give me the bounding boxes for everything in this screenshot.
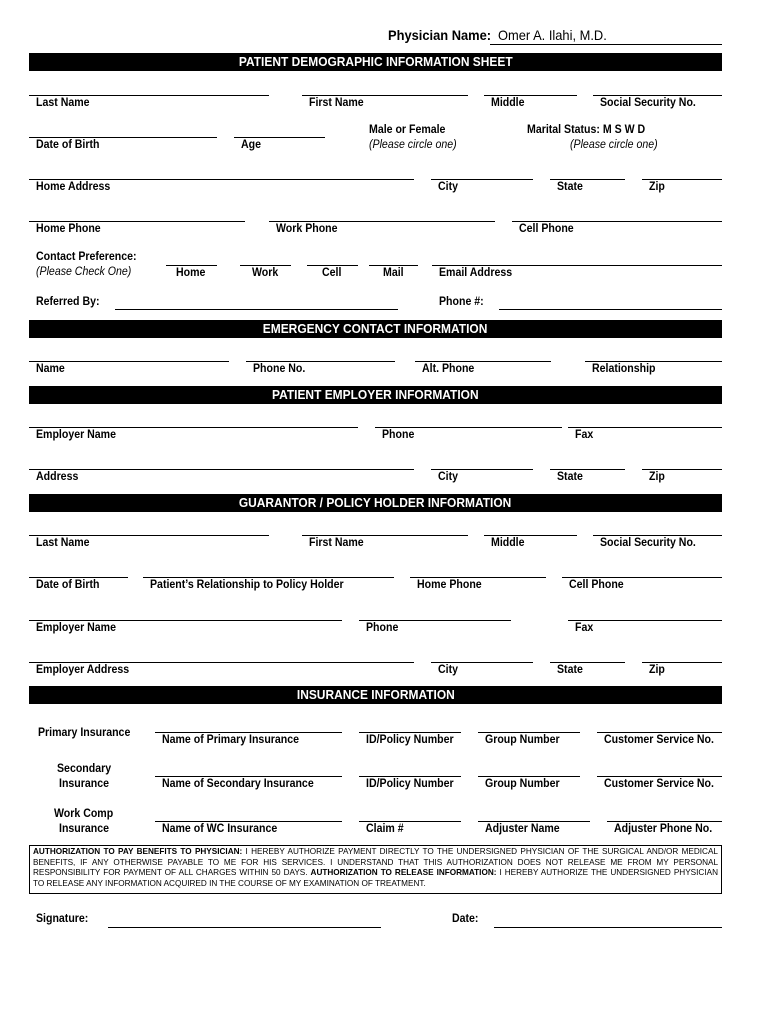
date-field[interactable]	[494, 927, 722, 928]
guarantor-state-label: State	[557, 664, 583, 676]
employer-zip-label: Zip	[649, 471, 665, 483]
middle-field[interactable]	[484, 95, 577, 96]
guarantor-dob-field[interactable]	[29, 577, 128, 578]
guarantor-employer-address-field[interactable]	[29, 662, 414, 663]
guarantor-zip-field[interactable]	[642, 662, 722, 663]
secondary-customer-service-field[interactable]	[597, 776, 722, 777]
authorization-release-text: I HEREBY AUTHORIZE THE UNDERSIGNED PHYSICIAN TO RELEASE ANY INFORMATION ACQUIRED IN THE COURSE OF MY EXAMINATION OF TREATMENT.	[33, 868, 718, 888]
last-name-label: Last Name	[36, 97, 90, 109]
wc-adjuster-phone-field[interactable]	[607, 821, 722, 822]
guarantor-dob-label: Date of Birth	[36, 579, 100, 591]
guarantor-middle-label: Middle	[491, 537, 525, 549]
cell-phone-field[interactable]	[512, 221, 722, 222]
employer-zip-field[interactable]	[642, 469, 722, 470]
employer-name-label: Employer Name	[36, 429, 116, 441]
wc-insurance-name-field[interactable]	[155, 821, 342, 822]
emergency-name-label: Name	[36, 363, 65, 375]
ssn-label: Social Security No.	[600, 97, 696, 109]
workcomp-insurance-label-2: Insurance	[59, 823, 109, 835]
home-address-field[interactable]	[29, 179, 414, 180]
workcomp-insurance-label-1: Work Comp	[54, 808, 114, 820]
email-field[interactable]	[432, 265, 722, 266]
employer-state-field[interactable]	[550, 469, 625, 470]
emergency-alt-phone-field[interactable]	[415, 361, 551, 362]
contact-preference-label: Contact Preference:	[36, 251, 137, 263]
state-label: State	[557, 181, 583, 193]
pref-mail-label: Mail	[383, 267, 404, 279]
guarantor-employer-address-label: Employer Address	[36, 664, 130, 676]
contact-preference-note: (Please Check One)	[36, 266, 132, 278]
age-label: Age	[241, 139, 261, 151]
guarantor-ssn-field[interactable]	[593, 535, 722, 536]
guarantor-state-field[interactable]	[550, 662, 625, 663]
guarantor-phone-label: Phone	[366, 622, 399, 634]
marital-status-label[interactable]: Marital Status: M S W D	[527, 124, 646, 136]
pref-home-label: Home	[176, 267, 206, 279]
referrer-phone-field[interactable]	[499, 309, 722, 310]
date-label: Date:	[452, 913, 479, 925]
referred-by-label: Referred By:	[36, 296, 100, 308]
section-emergency: EMERGENCY CONTACT INFORMATION	[29, 320, 722, 338]
primary-customer-service-field[interactable]	[597, 732, 722, 733]
authorization-pay-heading: AUTHORIZATION TO PAY BENEFITS TO PHYSICIAN:	[33, 847, 243, 856]
primary-customer-service-label: Customer Service No.	[604, 734, 714, 746]
pref-work-label: Work	[252, 267, 279, 279]
marital-note: (Please circle one)	[570, 139, 658, 151]
secondary-insurance-label-1: Secondary	[57, 763, 112, 775]
secondary-group-number-label: Group Number	[485, 778, 560, 790]
emergency-name-field[interactable]	[29, 361, 229, 362]
emergency-phone-field[interactable]	[246, 361, 395, 362]
sex-note: (Please circle one)	[369, 139, 457, 151]
home-phone-label: Home Phone	[36, 223, 101, 235]
primary-insurance-label: Primary Insurance	[38, 727, 131, 739]
primary-policy-number-field[interactable]	[359, 732, 461, 733]
sex-label[interactable]: Male or Female	[369, 124, 446, 136]
ssn-field[interactable]	[593, 95, 722, 96]
employer-state-label: State	[557, 471, 583, 483]
emergency-alt-phone-label: Alt. Phone	[422, 363, 475, 375]
secondary-insurance-name-label: Name of Secondary Insurance	[162, 778, 314, 790]
city-field[interactable]	[431, 179, 533, 180]
guarantor-employer-name-label: Employer Name	[36, 622, 116, 634]
guarantor-home-phone-field[interactable]	[410, 577, 546, 578]
guarantor-middle-field[interactable]	[484, 535, 577, 536]
pref-home-checkbox[interactable]	[166, 265, 217, 266]
state-field[interactable]	[550, 179, 625, 180]
last-name-field[interactable]	[29, 95, 269, 96]
guarantor-last-name-label: Last Name	[36, 537, 90, 549]
guarantor-fax-label: Fax	[575, 622, 594, 634]
guarantor-relationship-field[interactable]	[143, 577, 394, 578]
pref-cell-checkbox[interactable]	[307, 265, 358, 266]
authorization-release-heading: AUTHORIZATION TO RELEASE INFORMATION:	[310, 868, 497, 878]
emergency-phone-label: Phone No.	[253, 363, 306, 375]
email-label: Email Address	[439, 267, 513, 279]
primary-insurance-name-field[interactable]	[155, 732, 342, 733]
authorization-pay-text: I HEREBY AUTHORIZE PAYMENT DIRECTLY TO THE UNDERSIGNED PHYSICIAN OF THE SURGICAL AND/OR MEDICAL BENEFITS, IF ANY OTHERWISE PAYABLE TO ME FOR HIS SERVICES. I UNDERSTAND THAT THIS AUTHORIZATION DOES NOT RELEASE ME FROM MY PERSONAL RESPONSIBILITY FOR PAYMENT OF ALL CHARGES WITHIN 50 DAYS.	[33, 847, 718, 878]
guarantor-city-label: City	[438, 664, 458, 676]
dob-field[interactable]	[29, 137, 217, 138]
secondary-insurance-label-2: Insurance	[59, 778, 109, 790]
secondary-customer-service-label: Customer Service No.	[604, 778, 714, 790]
guarantor-cell-phone-field[interactable]	[562, 577, 722, 578]
employer-fax-label: Fax	[575, 429, 594, 441]
guarantor-ssn-label: Social Security No.	[600, 537, 696, 549]
section-demographic: PATIENT DEMOGRAPHIC INFORMATION SHEET	[29, 53, 722, 71]
secondary-group-number-field[interactable]	[478, 776, 580, 777]
employer-city-label: City	[438, 471, 458, 483]
primary-policy-number-label: ID/Policy Number	[366, 734, 454, 746]
guarantor-first-name-field[interactable]	[302, 535, 468, 536]
signature-field[interactable]	[108, 927, 381, 928]
guarantor-city-field[interactable]	[431, 662, 533, 663]
pref-cell-label: Cell	[322, 267, 342, 279]
guarantor-relationship-label: Patient’s Relationship to Policy Holder	[150, 579, 344, 591]
signature-label: Signature:	[36, 913, 89, 925]
physician-name-value: Omer A. Ilahi, M.D.	[498, 27, 607, 43]
zip-label: Zip	[649, 181, 665, 193]
work-phone-field[interactable]	[269, 221, 495, 222]
primary-group-number-label: Group Number	[485, 734, 560, 746]
physician-name-line	[490, 44, 722, 45]
guarantor-employer-name-field[interactable]	[29, 620, 342, 621]
wc-claim-label: Claim #	[366, 823, 404, 835]
employer-phone-label: Phone	[382, 429, 415, 441]
guarantor-fax-field[interactable]	[568, 620, 722, 621]
referrer-phone-label: Phone #:	[439, 296, 484, 308]
wc-insurance-name-label: Name of WC Insurance	[162, 823, 278, 835]
emergency-relationship-label: Relationship	[592, 363, 656, 375]
employer-name-field[interactable]	[29, 427, 358, 428]
physician-name-label: Physician Name:	[388, 27, 492, 43]
guarantor-zip-label: Zip	[649, 664, 665, 676]
authorization-text	[29, 845, 722, 894]
home-address-label: Home Address	[36, 181, 111, 193]
secondary-policy-number-field[interactable]	[359, 776, 461, 777]
section-employer: PATIENT EMPLOYER INFORMATION	[29, 386, 722, 404]
wc-adjuster-name-label: Adjuster Name	[485, 823, 560, 835]
middle-label: Middle	[491, 97, 525, 109]
first-name-label: First Name	[309, 97, 364, 109]
home-phone-field[interactable]	[29, 221, 245, 222]
employer-fax-field[interactable]	[568, 427, 722, 428]
employer-phone-field[interactable]	[375, 427, 562, 428]
wc-adjuster-name-field[interactable]	[478, 821, 590, 822]
secondary-policy-number-label: ID/Policy Number	[366, 778, 454, 790]
primary-group-number-field[interactable]	[478, 732, 580, 733]
pref-mail-checkbox[interactable]	[369, 265, 418, 266]
section-insurance: INSURANCE INFORMATION	[29, 686, 722, 704]
age-field[interactable]	[234, 137, 325, 138]
cell-phone-label: Cell Phone	[519, 223, 574, 235]
first-name-field[interactable]	[302, 95, 468, 96]
city-label: City	[438, 181, 458, 193]
guarantor-home-phone-label: Home Phone	[417, 579, 482, 591]
guarantor-last-name-field[interactable]	[29, 535, 269, 536]
secondary-insurance-name-field[interactable]	[155, 776, 342, 777]
employer-address-field[interactable]	[29, 469, 414, 470]
referred-by-field[interactable]	[115, 309, 398, 310]
guarantor-cell-phone-label: Cell Phone	[569, 579, 624, 591]
employer-city-field[interactable]	[431, 469, 533, 470]
work-phone-label: Work Phone	[276, 223, 338, 235]
wc-claim-field[interactable]	[359, 821, 461, 822]
wc-adjuster-phone-label: Adjuster Phone No.	[614, 823, 713, 835]
emergency-relationship-field[interactable]	[585, 361, 722, 362]
employer-address-label: Address	[36, 471, 79, 483]
guarantor-phone-field[interactable]	[359, 620, 511, 621]
section-guarantor: GUARANTOR / POLICY HOLDER INFORMATION	[29, 494, 722, 512]
pref-work-checkbox[interactable]	[240, 265, 291, 266]
primary-insurance-name-label: Name of Primary Insurance	[162, 734, 300, 746]
dob-label: Date of Birth	[36, 139, 100, 151]
guarantor-first-name-label: First Name	[309, 537, 364, 549]
zip-field[interactable]	[642, 179, 722, 180]
